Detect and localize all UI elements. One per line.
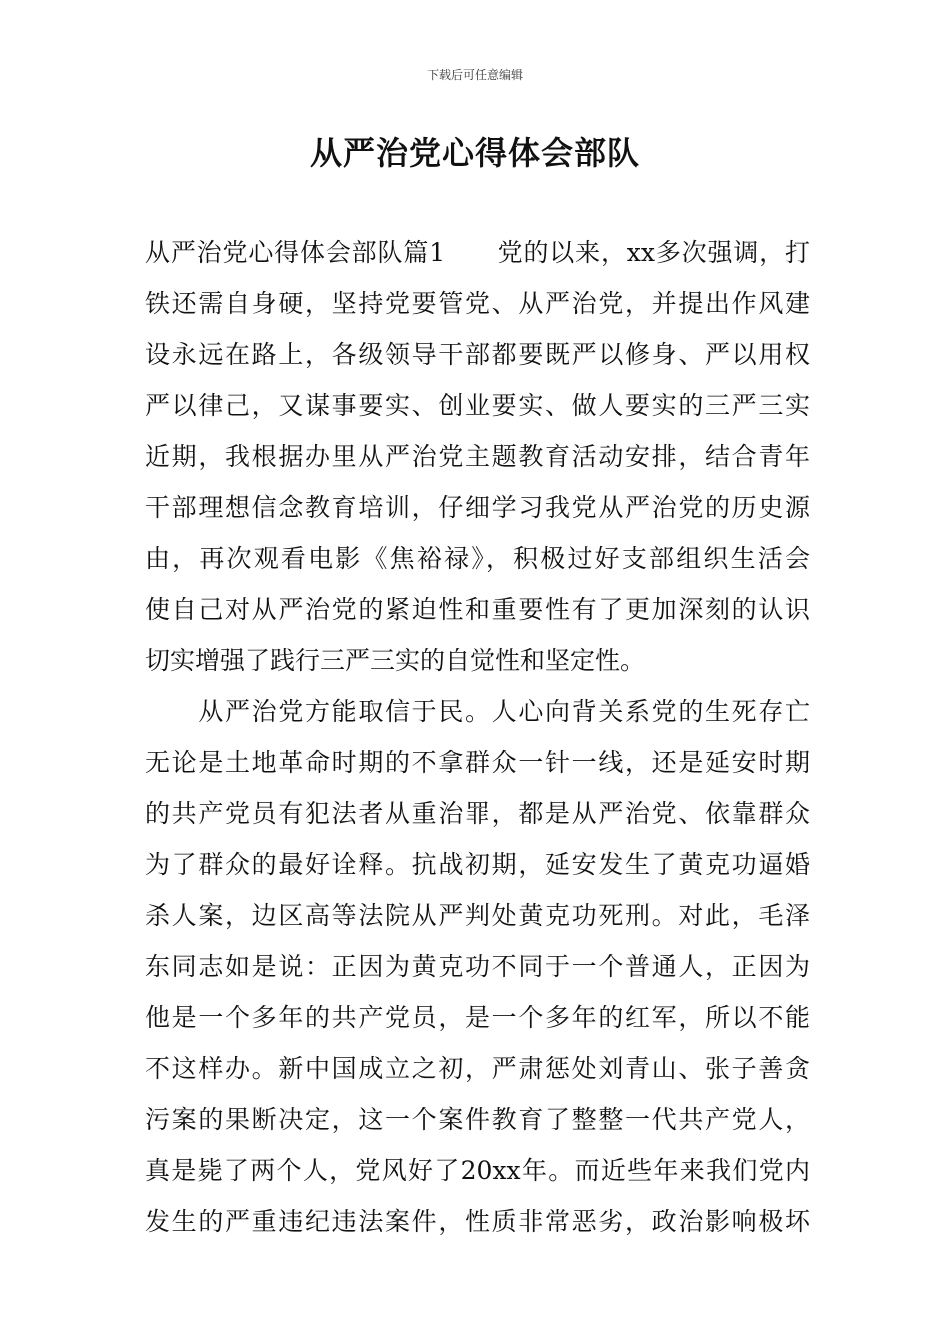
text-line: 真是毙了两个人，党风好了20xx年。而近些年来我们党内: [145, 1156, 810, 1185]
text-line: 不这样办。新中国成立之初，严肃惩处刘青山、张子善贪: [145, 1054, 810, 1083]
text-line: 由，再次观看电影《焦裕禄》，积极过好支部组织生活会: [145, 544, 810, 573]
text-line: 污案的果断决定，这一个案件教育了整整一代共产党人，: [145, 1105, 810, 1134]
text-line: 从严治党方能取信于民。人心向背关系党的生死存亡: [145, 697, 810, 726]
text-line: 东同志如是说：正因为黄克功不同于一个普通人，正因为: [145, 952, 810, 981]
text-line: 为了群众的最好诠释。抗战初期，延安发生了黄克功逼婚: [145, 850, 810, 879]
text-line: 切实增强了践行三严三实的自觉性和坚定性。: [145, 646, 646, 675]
text-line: 严以律己，又谋事要实、创业要实、做人要实的三严三实: [145, 391, 810, 420]
text-line: 铁还需自身硬，坚持党要管党、从严治党，并提出作风建: [145, 289, 810, 318]
text-line: 的共产党员有犯法者从重治罪，都是从严治党、依靠群众: [145, 799, 810, 828]
document-body: [145, 227, 810, 1247]
text-line: 近期，我根据办里从严治党主题教育活动安排，结合青年: [145, 442, 810, 471]
text-line: 他是一个多年的共产党员，是一个多年的红军，所以不能: [145, 1003, 810, 1032]
text-line: 从严治党心得体会部队篇1 党的以来，xx多次强调，打: [145, 238, 810, 267]
page-header: 下载后可任意编辑: [426, 68, 523, 82]
paragraph: [145, 227, 810, 686]
text-line: 无论是土地革命时期的不拿群众一针一线，还是延安时期: [145, 748, 810, 777]
text-line: 使自己对从严治党的紧迫性和重要性有了更加深刻的认识: [145, 595, 810, 624]
text-line: 发生的严重违纪违法案件，性质非常恶劣，政治影响极坏: [145, 1207, 810, 1236]
text-line: 杀人案，边区高等法院从严判处黄克功死刑。对此，毛泽: [145, 901, 810, 930]
text-line: 设永远在路上，各级领导干部都要既严以修身、严以用权: [145, 340, 810, 369]
paragraph: [145, 686, 810, 1247]
text-line: 干部理想信念教育培训，仔细学习我党从严治党的历史源: [145, 493, 810, 522]
document-title: 从严治党心得体会部队: [309, 134, 640, 172]
